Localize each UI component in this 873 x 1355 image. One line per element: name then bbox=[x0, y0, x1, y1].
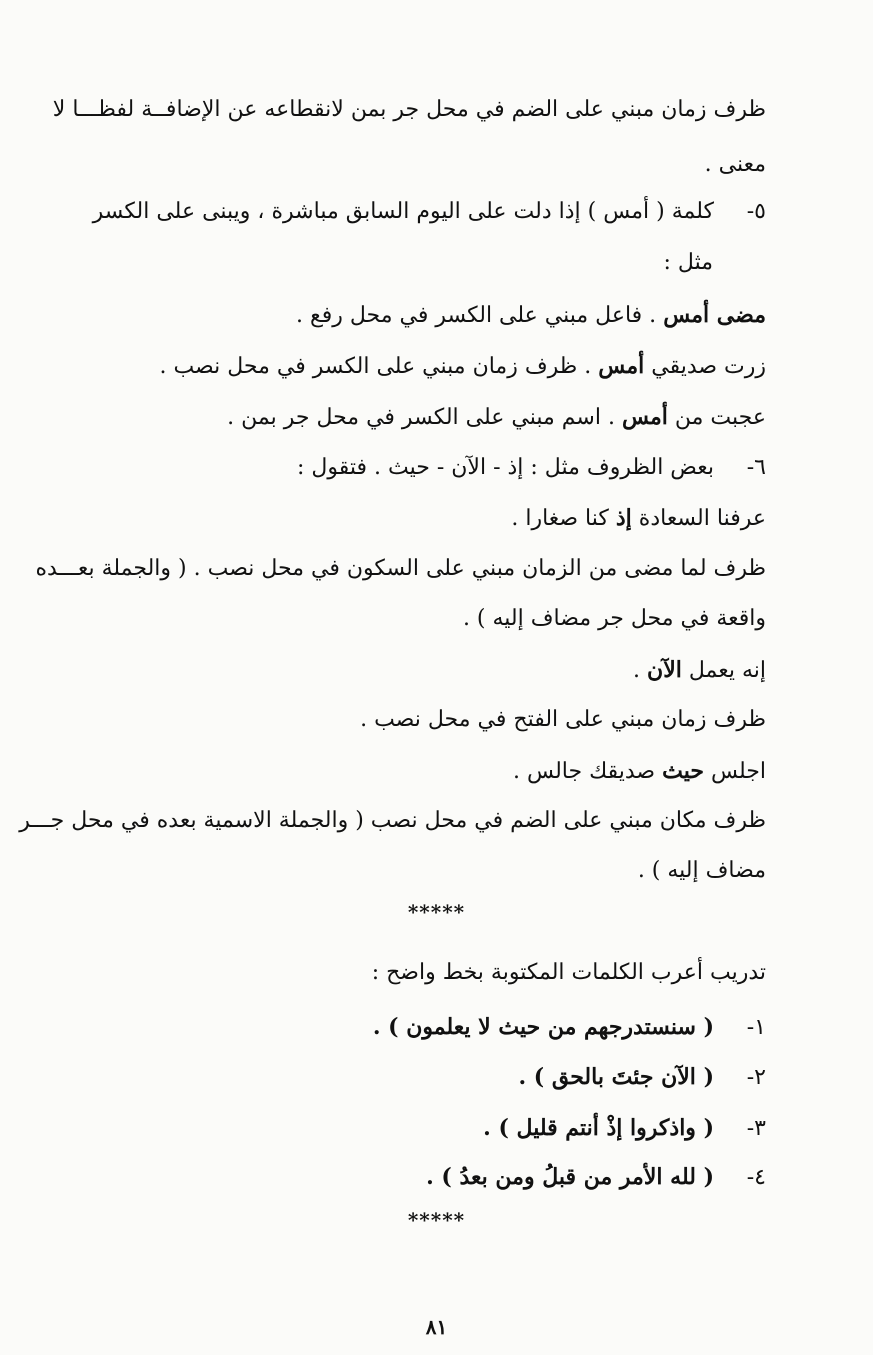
example-line bbox=[95, 756, 766, 787]
example-text: عرفنا السعادة bbox=[631, 506, 766, 531]
exercise-title: تدريب أعرب الكلمات المكتوبة بخط واضح : bbox=[371, 960, 766, 985]
example-line bbox=[95, 351, 766, 382]
example-line bbox=[95, 503, 766, 534]
example-line bbox=[95, 402, 766, 433]
text-line: ظرف مكان مبني على الضم في محل نصب ( والجملة الاسمية بعده في محل جـــر bbox=[19, 808, 766, 833]
bold-word: أمس bbox=[621, 404, 668, 430]
item-text: ( الآن جئتَ بالحق ) . bbox=[518, 1064, 714, 1090]
explanation: كنا صغارا . bbox=[511, 506, 616, 531]
item-text: ( سنستدرجهم من حيث لا يعلمون ) . bbox=[372, 1014, 714, 1040]
bold-word: الآن bbox=[647, 657, 682, 683]
explanation: . فاعل مبني على الكسر في محل رفع . bbox=[296, 303, 664, 328]
text-line: ظرف لما مضى من الزمان مبني على السكون في محل نصب . ( والجملة بعـــده bbox=[35, 556, 766, 581]
explanation: صديقك جالس . bbox=[513, 759, 663, 784]
item-text: ( لله الأمر من قبلُ ومن بعدُ ) . bbox=[426, 1164, 714, 1190]
numbered-item-5 bbox=[92, 197, 766, 227]
item-number: ٤- bbox=[746, 1165, 766, 1190]
text-line: واقعة في محل جر مضاف إليه ) . bbox=[462, 606, 766, 631]
item-text: كلمة ( أمس ) إذا دلت على اليوم السابق مباشرة ، ويبنى على الكسر bbox=[92, 199, 714, 224]
item-number: ٣- bbox=[746, 1116, 766, 1141]
text-line: ظرف زمان مبني على الفتح في محل نصب . bbox=[360, 707, 766, 732]
example-text: اجلس bbox=[703, 759, 766, 784]
exercise-item bbox=[95, 1012, 766, 1043]
example-text: عجبت من bbox=[667, 405, 766, 430]
item-number: ٦- bbox=[746, 455, 766, 480]
item-number: ١- bbox=[746, 1015, 766, 1040]
exercise-item bbox=[95, 1162, 766, 1193]
text-line: مضاف إليه ) . bbox=[637, 858, 766, 883]
bold-word: إذ bbox=[615, 505, 632, 531]
item-text: ( واذكروا إذْ أنتم قليل ) . bbox=[483, 1115, 714, 1141]
text-line: معنى . bbox=[704, 152, 766, 177]
explanation: . اسم مبني على الكسر في محل جر بمن . bbox=[227, 405, 622, 430]
bold-word: أمس bbox=[598, 353, 645, 379]
item-text: بعض الظروف مثل : إذ - الآن - حيث . فتقول : bbox=[296, 455, 714, 480]
section-separator: ***** bbox=[407, 900, 466, 924]
explanation: . ظرف زمان مبني على الكسر في محل نصب . bbox=[159, 354, 599, 379]
page-number: ٨١ bbox=[425, 1315, 448, 1339]
numbered-item-6 bbox=[95, 453, 766, 483]
text-line: ظرف زمان مبني على الضم في محل جر بمن لانقطاعه عن الإضافــة لفظـــا لا bbox=[52, 97, 766, 122]
item-number: ٢- bbox=[746, 1065, 766, 1090]
explanation: . bbox=[633, 658, 648, 683]
example-line bbox=[95, 300, 766, 331]
example-text: زرت صديقي bbox=[644, 354, 766, 379]
section-separator: ***** bbox=[407, 1208, 466, 1232]
item-number: ٥- bbox=[746, 199, 766, 224]
exercise-item bbox=[95, 1113, 766, 1144]
text-line: مثل : bbox=[663, 250, 713, 275]
bold-example: مضى أمس bbox=[663, 302, 766, 328]
example-line bbox=[95, 655, 766, 686]
example-text: إنه يعمل bbox=[681, 658, 766, 683]
bold-word: حيث bbox=[662, 758, 704, 784]
exercise-item bbox=[95, 1062, 766, 1093]
